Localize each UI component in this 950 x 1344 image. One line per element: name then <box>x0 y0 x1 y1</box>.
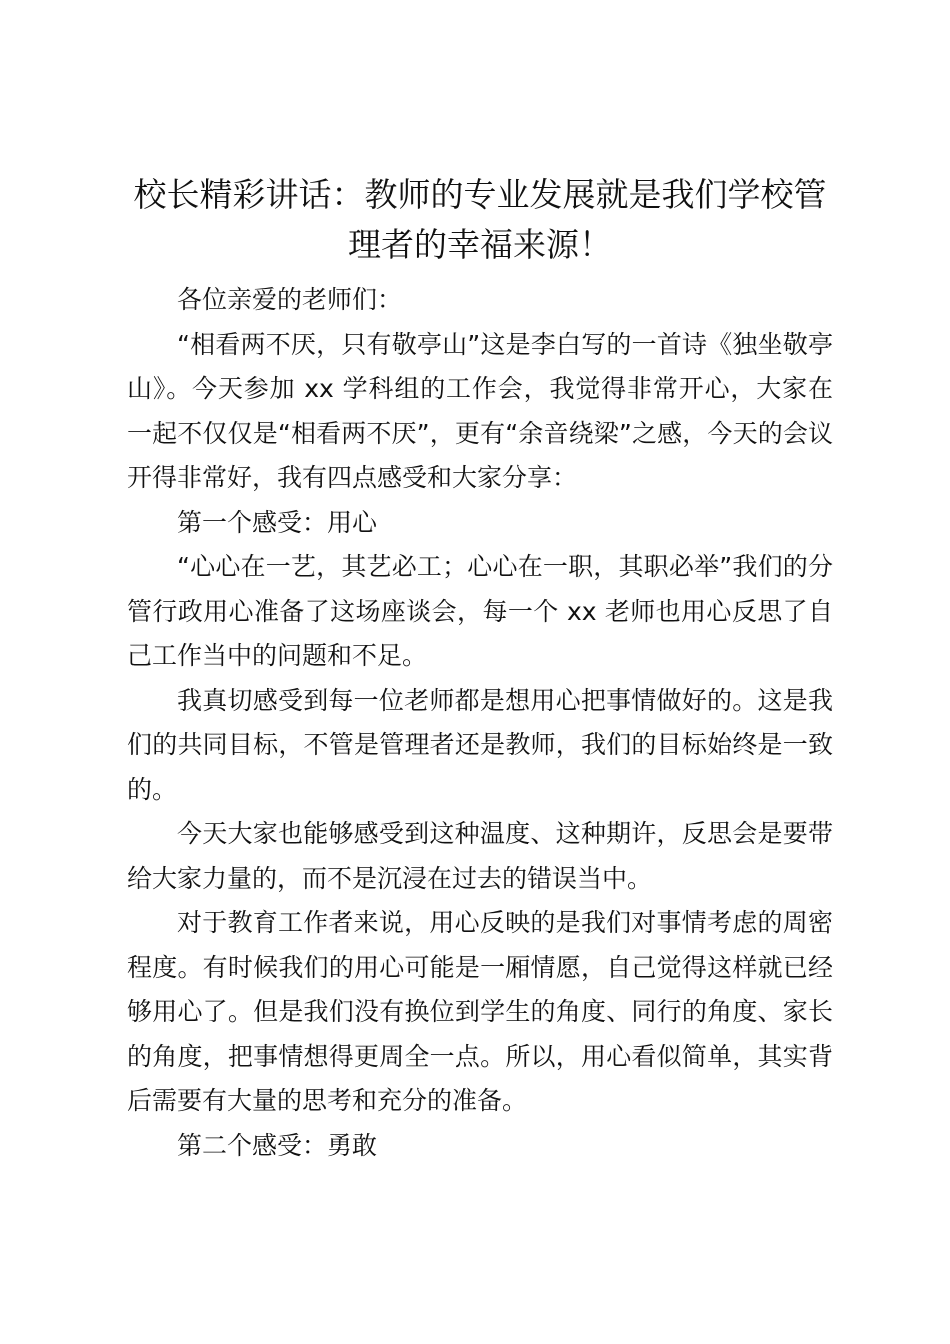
document-page <box>127 170 833 1168</box>
document-title: 校长精彩讲话：教师的专业发展就是我们学校管理者的幸福来源！ <box>133 175 827 264</box>
section-heading: 第二个感受：勇敢 <box>177 1130 378 1160</box>
section-heading: 第一个感受：用心 <box>177 507 378 537</box>
paragraph: 今天大家也能够感受到这种温度、这种期许，反思会是要带给大家力量的，而不是沉浸在过去的错误当中。 <box>127 819 833 893</box>
paragraph: 我真切感受到每一位老师都是想用心把事情做好的。这是我们的共同目标，不管是管理者还是教师，我们的目标始终是一致的。 <box>127 685 833 804</box>
paragraph: “相看两不厌，只有敬亭山”这是李白写的一首诗《独坐敬亭山》。今天参加 xx 学科组的工作会，我觉得非常开心，大家在一起不仅仅是“相看两不厌”，更有“余音绕梁”之感，今天的会议开得非常好，我有四点感受和大家分享： <box>127 329 833 492</box>
paragraph: “心心在一艺，其艺必工；心心在一职，其职必举”我们的分管行政用心准备了这场座谈会，每一个 xx 老师也用心反思了自己工作当中的问题和不足。 <box>127 552 833 670</box>
paragraph-greeting: 各位亲爱的老师们： <box>177 285 403 314</box>
paragraph: 对于教育工作者来说，用心反映的是我们对事情考虑的周密程度。有时候我们的用心可能是一厢情愿，自己觉得这样就已经够用心了。但是我们没有换位到学生的角度、同行的角度、家长的角度，把事情想得更周全一点。所以，用心看似简单，其实背后需要有大量的思考和充分的准备。 <box>127 908 833 1115</box>
